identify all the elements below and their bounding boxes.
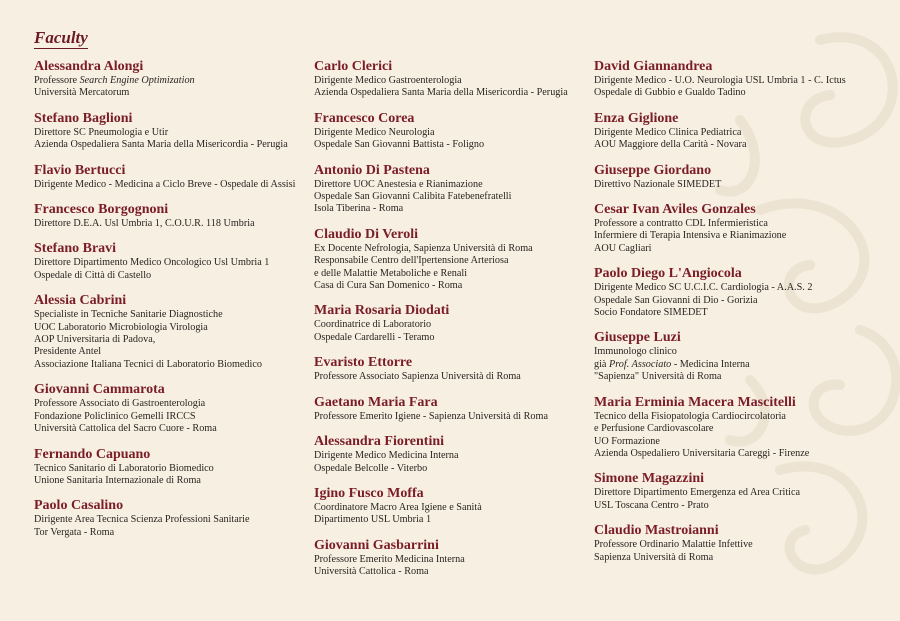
faculty-affiliation-line: Dipartimento USL Umbria 1 <box>314 514 432 526</box>
faculty-name: Paolo Casalino <box>34 498 124 514</box>
faculty-entry <box>34 111 304 152</box>
faculty-affiliation-line: UO Formazione <box>594 435 660 447</box>
faculty-affiliation-line: Professore Associato di Gastroenterologia <box>34 398 206 410</box>
faculty-affiliation-line: Dirigente Area Tecnica Scienza Professioni Sanitarie <box>34 514 250 526</box>
faculty-entry <box>314 486 584 527</box>
faculty-affiliation-line: Azienda Ospedaliero Universitaria Careggi - Firenze <box>594 447 810 459</box>
faculty-entry <box>314 59 584 100</box>
faculty-name: Fernando Capuano <box>34 446 151 462</box>
faculty-affiliation-line: Direttivo Nazionale SIMEDET <box>594 178 722 190</box>
faculty-affiliation-line: Direttore Dipartimento Emergenza ed Area Critica <box>594 487 801 499</box>
faculty-affiliation-line: Ospedale San Giovanni Calibita Fatebenefratelli <box>314 191 512 203</box>
faculty-affiliation-line: Professore Emerito Medicina Interna <box>314 553 465 565</box>
faculty-entry <box>314 303 584 344</box>
faculty-affiliation-line: Dirigente Medico Gastroenterologia <box>314 75 462 86</box>
faculty-affiliation-line: AOP Universitaria di Padova, <box>34 334 156 346</box>
faculty-affiliation-line: USL Toscana Centro - Prato <box>594 499 709 511</box>
faculty-affiliation-line: Università Cattolica del Sacro Cuore - Roma <box>34 423 217 435</box>
faculty-affiliation-line: Associazione Italiana Tecnici di Laboratorio Biomedico <box>34 358 262 370</box>
faculty-affiliation-line: Azienda Ospedaliera Santa Maria della Misericordia - Perugia <box>34 139 288 151</box>
faculty-affiliation-line: Ospedale San Giovanni Battista - Foligno <box>314 139 485 151</box>
faculty-affiliation-line: Ospedale Cardarelli - Teramo <box>314 331 435 343</box>
faculty-affiliation-line: Ospedale San Giovanni di Dio - Gorizia <box>594 294 758 306</box>
faculty-entry <box>34 241 304 282</box>
faculty-name: Simone Magazzini <box>594 471 705 487</box>
faculty-affiliation-line: Università Mercatorum <box>34 87 130 99</box>
faculty-entry <box>594 111 884 152</box>
faculty-name: Giovanni Gasbarrini <box>314 537 439 553</box>
faculty-affiliation-line: Dirigente Medico Clinica Pediatrica <box>594 126 742 138</box>
faculty-column-3 <box>594 59 884 575</box>
faculty-name: Enza Giglione <box>594 110 679 126</box>
faculty-affiliation-line: Ospedale di Gubbio e Gualdo Tadino <box>594 87 746 99</box>
faculty-affiliation-line: Professore a contratto CDL Infermieristica <box>594 218 768 230</box>
faculty-name: Evaristo Ettorre <box>314 355 413 371</box>
faculty-name: Maria Rosaria Diodati <box>314 303 450 319</box>
faculty-affiliation-line: UOC Laboratorio Microbiologia Virologia <box>34 321 208 333</box>
faculty-affiliation-line: Coordinatore Macro Area Igiene e Sanità <box>314 501 482 513</box>
faculty-affiliation-line: Professore Associato Sapienza Università di Roma <box>314 371 521 383</box>
faculty-name: Giovanni Cammarota <box>34 382 165 398</box>
faculty-affiliation-line: Casa di Cura San Domenico - Roma <box>314 280 463 292</box>
faculty-entry <box>314 434 584 475</box>
faculty-affiliation-line: Isola Tiberina - Roma <box>314 203 404 215</box>
faculty-entry <box>34 498 304 539</box>
faculty-entry <box>314 111 584 152</box>
faculty-column-1 <box>34 59 304 550</box>
faculty-name: Alessandra Alongi <box>34 59 144 74</box>
faculty-entry <box>594 163 884 191</box>
faculty-affiliation-line: Tecnico Sanitario di Laboratorio Biomedico <box>34 462 214 474</box>
page-title: Faculty <box>34 28 88 47</box>
faculty-affiliation-line: AOU Cagliari <box>594 242 652 254</box>
faculty-affiliation-line: Unione Sanitaria Internazionale di Roma <box>34 474 201 486</box>
faculty-column-2 <box>314 59 584 590</box>
faculty-name: Claudio Di Veroli <box>314 226 418 242</box>
faculty-name: Claudio Mastroianni <box>594 523 719 539</box>
faculty-name: Flavio Bertucci <box>34 162 126 178</box>
faculty-affiliation-line: Socio Fondatore SIMEDET <box>594 307 708 319</box>
faculty-name: Igino Fusco Moffa <box>314 485 424 501</box>
faculty-entry <box>594 59 884 100</box>
faculty-entry <box>314 355 584 383</box>
faculty-name: Stefano Baglioni <box>34 110 133 126</box>
faculty-affiliation-line: Dirigente Medico - Medicina a Ciclo Breve - Ospedale di Assisi <box>34 178 296 190</box>
faculty-entry <box>314 227 584 293</box>
faculty-affiliation-line: Dirigente Medico SC U.C.I.C. Cardiologia - A.A.S. 2 <box>594 282 813 294</box>
faculty-affiliation-line: "Sapienza" Università di Roma <box>594 371 722 383</box>
faculty-name: Maria Erminia Macera Mascitelli <box>594 394 796 410</box>
faculty-name: Antonio Di Pastena <box>314 162 430 178</box>
faculty-affiliation-line: Direttore Dipartimento Medico Oncologico Usl Umbria 1 <box>34 257 270 269</box>
faculty-name: Francesco Corea <box>314 110 415 126</box>
faculty-entry <box>314 163 584 216</box>
title-underline <box>34 48 88 49</box>
faculty-affiliation-line: già Prof. Associato - Medicina Interna <box>594 358 750 370</box>
faculty-entry <box>594 395 884 461</box>
faculty-entry <box>594 330 884 383</box>
faculty-entry <box>34 447 304 488</box>
faculty-affiliation-line: Ex Docente Nefrologia, Sapienza Università di Roma <box>314 242 533 254</box>
faculty-entry <box>34 59 304 100</box>
faculty-name: Francesco Borgognoni <box>34 202 169 218</box>
faculty-affiliation-line: Professore Emerito Igiene - Sapienza Università di Roma <box>314 410 548 422</box>
faculty-affiliation-line: Presidente Antel <box>34 346 102 358</box>
faculty-name: Alessia Cabrini <box>34 293 127 309</box>
faculty-entry <box>314 395 584 423</box>
faculty-affiliation-line: Responsabile Centro dell'Ipertensione Arteriosa <box>314 255 509 267</box>
faculty-affiliation-line: Tor Vergata - Roma <box>34 526 115 538</box>
faculty-name: Gaetano Maria Fara <box>314 394 438 410</box>
faculty-name: Paolo Diego L'Angiocola <box>594 266 742 282</box>
faculty-name: Alessandra Fiorentini <box>314 434 445 450</box>
faculty-affiliation-line: Infermiere di Terapia Intensiva e Rianimazione <box>594 230 787 242</box>
faculty-affiliation-line: Coordinatrice di Laboratorio <box>314 319 432 331</box>
faculty-affiliation-line: Tecnico della Fisiopatologia Cardiocircolatoria <box>594 410 786 422</box>
faculty-name: Cesar Ivan Aviles Gonzales <box>594 202 756 218</box>
faculty-affiliation-line: e delle Malattie Metaboliche e Renali <box>314 267 468 279</box>
faculty-entry <box>34 163 304 191</box>
faculty-affiliation-line: Fondazione Policlinico Gemelli IRCCS <box>34 410 196 422</box>
faculty-affiliation-line: e Perfusione Cardiovascolare <box>594 423 714 435</box>
faculty-entry <box>594 471 884 512</box>
faculty-entry <box>34 202 304 230</box>
faculty-name: Stefano Bravi <box>34 241 117 257</box>
faculty-affiliation-line: Immunologo clinico <box>594 346 677 358</box>
faculty-affiliation-line: Ospedale di Città di Castello <box>34 269 152 281</box>
faculty-affiliation-line: Direttore UOC Anestesia e Rianimazione <box>314 178 483 190</box>
faculty-affiliation-line: Università Cattolica - Roma <box>314 566 429 578</box>
faculty-entry <box>594 266 884 319</box>
faculty-entry <box>34 293 304 371</box>
faculty-name: Giuseppe Giordano <box>594 162 712 178</box>
faculty-affiliation-line: Specialiste in Tecniche Sanitarie Diagnostiche <box>34 309 223 321</box>
faculty-entry <box>594 202 884 255</box>
faculty-affiliation-line: Dirigente Medico Neurologia <box>314 126 435 138</box>
faculty-affiliation-line: Azienda Ospedaliera Santa Maria della Misericordia - Perugia <box>314 87 568 99</box>
faculty-entry <box>34 382 304 435</box>
faculty-affiliation-line: Professore Ordinario Malattie Infettive <box>594 539 753 551</box>
faculty-affiliation-line: Professore Search Engine Optimization <box>34 75 195 86</box>
faculty-affiliation-line: AOU Maggiore della Carità - Novara <box>594 139 747 151</box>
faculty-affiliation-line: Dirigente Medico Medicina Interna <box>314 450 459 462</box>
faculty-entry <box>594 523 884 564</box>
faculty-affiliation-line: Dirigente Medico - U.O. Neurologia USL Umbria 1 - C. Ictus <box>594 75 846 86</box>
faculty-name: Giuseppe Luzi <box>594 330 681 346</box>
faculty-name: Carlo Clerici <box>314 59 393 74</box>
faculty-affiliation-line: Ospedale Belcolle - Viterbo <box>314 462 428 474</box>
faculty-name: David Giannandrea <box>594 59 713 74</box>
faculty-affiliation-line: Sapienza Università di Roma <box>594 551 714 563</box>
faculty-affiliation-line: Direttore D.E.A. Usl Umbria 1, C.O.U.R. 118 Umbria <box>34 218 255 230</box>
faculty-affiliation-line: Direttore SC Pneumologia e Utir <box>34 126 169 138</box>
faculty-entry <box>314 538 584 579</box>
